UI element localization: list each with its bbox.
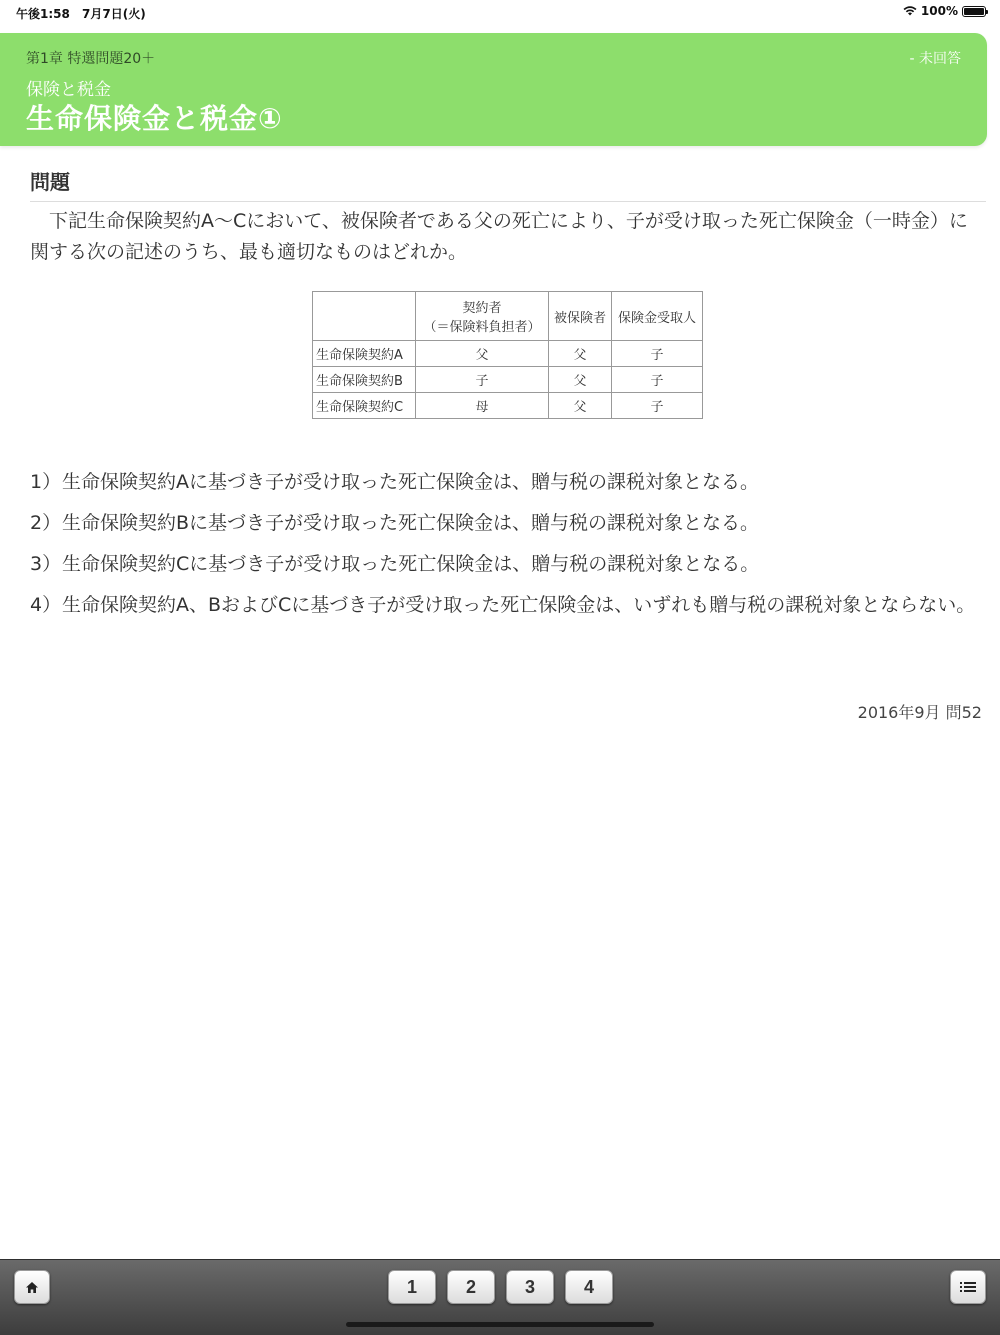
header-contractor-line2: （＝保険料負担者） (423, 320, 541, 335)
table-header-beneficiary: 保険金受取人 (612, 292, 703, 341)
option-2 (30, 508, 980, 539)
row-label: 生命保険契約B (313, 367, 416, 393)
cell-contractor: 母 (416, 393, 549, 419)
page-title: 生命保険金と税金① (26, 102, 283, 135)
home-button[interactable] (14, 1270, 50, 1304)
list-icon (960, 1281, 976, 1293)
question-heading: 問題 (30, 166, 986, 202)
bottom-toolbar (0, 1259, 1000, 1335)
answer-button-3[interactable]: 3 (506, 1270, 554, 1304)
status-time: 午後1:58 (16, 7, 70, 21)
table-row (313, 367, 703, 393)
category-label: 保険と税金 (26, 80, 111, 100)
cell-insured: 父 (549, 393, 612, 419)
home-indicator[interactable] (346, 1322, 654, 1327)
question-text: 下記生命保険契約A〜Cにおいて、被保険者である父の死亡により、子が受け取った死亡保険金（一時金）に関する次の記述のうち、最も適切なものはどれか。 (30, 210, 968, 263)
cell-contractor: 父 (416, 341, 549, 367)
option-number: 2） (30, 512, 62, 534)
row-label: 生命保険契約A (313, 341, 416, 367)
option-1 (30, 467, 980, 498)
chapter-label: 第1章 特選問題20＋ (26, 51, 156, 67)
menu-button[interactable] (950, 1270, 986, 1304)
table-header-row (313, 292, 703, 341)
row-label: 生命保険契約C (313, 393, 416, 419)
table-row (313, 341, 703, 367)
status-indicators (903, 4, 986, 18)
option-text: 生命保険契約Aに基づき子が受け取った死亡保険金は、贈与税の課税対象となる。 (62, 471, 759, 493)
answer-status: - 未回答 (909, 51, 961, 67)
battery-icon (962, 6, 986, 17)
table-header-insured: 被保険者 (549, 292, 612, 341)
option-3 (30, 549, 980, 580)
table-row (313, 393, 703, 419)
answer-button-4[interactable]: 4 (565, 1270, 613, 1304)
header-contractor-line1: 契約者 (462, 301, 502, 316)
battery-percent: 100% (920, 4, 958, 18)
answer-options (30, 467, 980, 631)
answer-button-2[interactable]: 2 (447, 1270, 495, 1304)
wifi-icon (903, 6, 917, 16)
status-date: 7月7日(火) (82, 7, 146, 21)
table-header-contractor (416, 292, 549, 341)
option-text: 生命保険契約Bに基づき子が受け取った死亡保険金は、贈与税の課税対象となる。 (62, 512, 760, 534)
cell-beneficiary: 子 (612, 393, 703, 419)
table-header-empty (313, 292, 416, 341)
option-number: 4） (30, 594, 62, 616)
home-icon (25, 1281, 39, 1294)
cell-beneficiary: 子 (612, 367, 703, 393)
question-source: 2016年9月 問52 (857, 703, 982, 722)
cell-beneficiary: 子 (612, 341, 703, 367)
option-number: 3） (30, 553, 62, 575)
answer-button-1[interactable]: 1 (388, 1270, 436, 1304)
cell-contractor: 子 (416, 367, 549, 393)
status-bar (0, 0, 1000, 24)
option-4 (30, 590, 980, 621)
option-number: 1） (30, 471, 62, 493)
option-text: 生命保険契約Cに基づき子が受け取った死亡保険金は、贈与税の課税対象となる。 (62, 553, 760, 575)
question-header (0, 33, 987, 146)
contract-table (312, 291, 703, 419)
status-time-date (16, 5, 154, 22)
cell-insured: 父 (549, 367, 612, 393)
cell-insured: 父 (549, 341, 612, 367)
option-text: 生命保険契約A、BおよびCに基づき子が受け取った死亡保険金は、いずれも贈与税の課税対象とならない。 (62, 594, 976, 616)
